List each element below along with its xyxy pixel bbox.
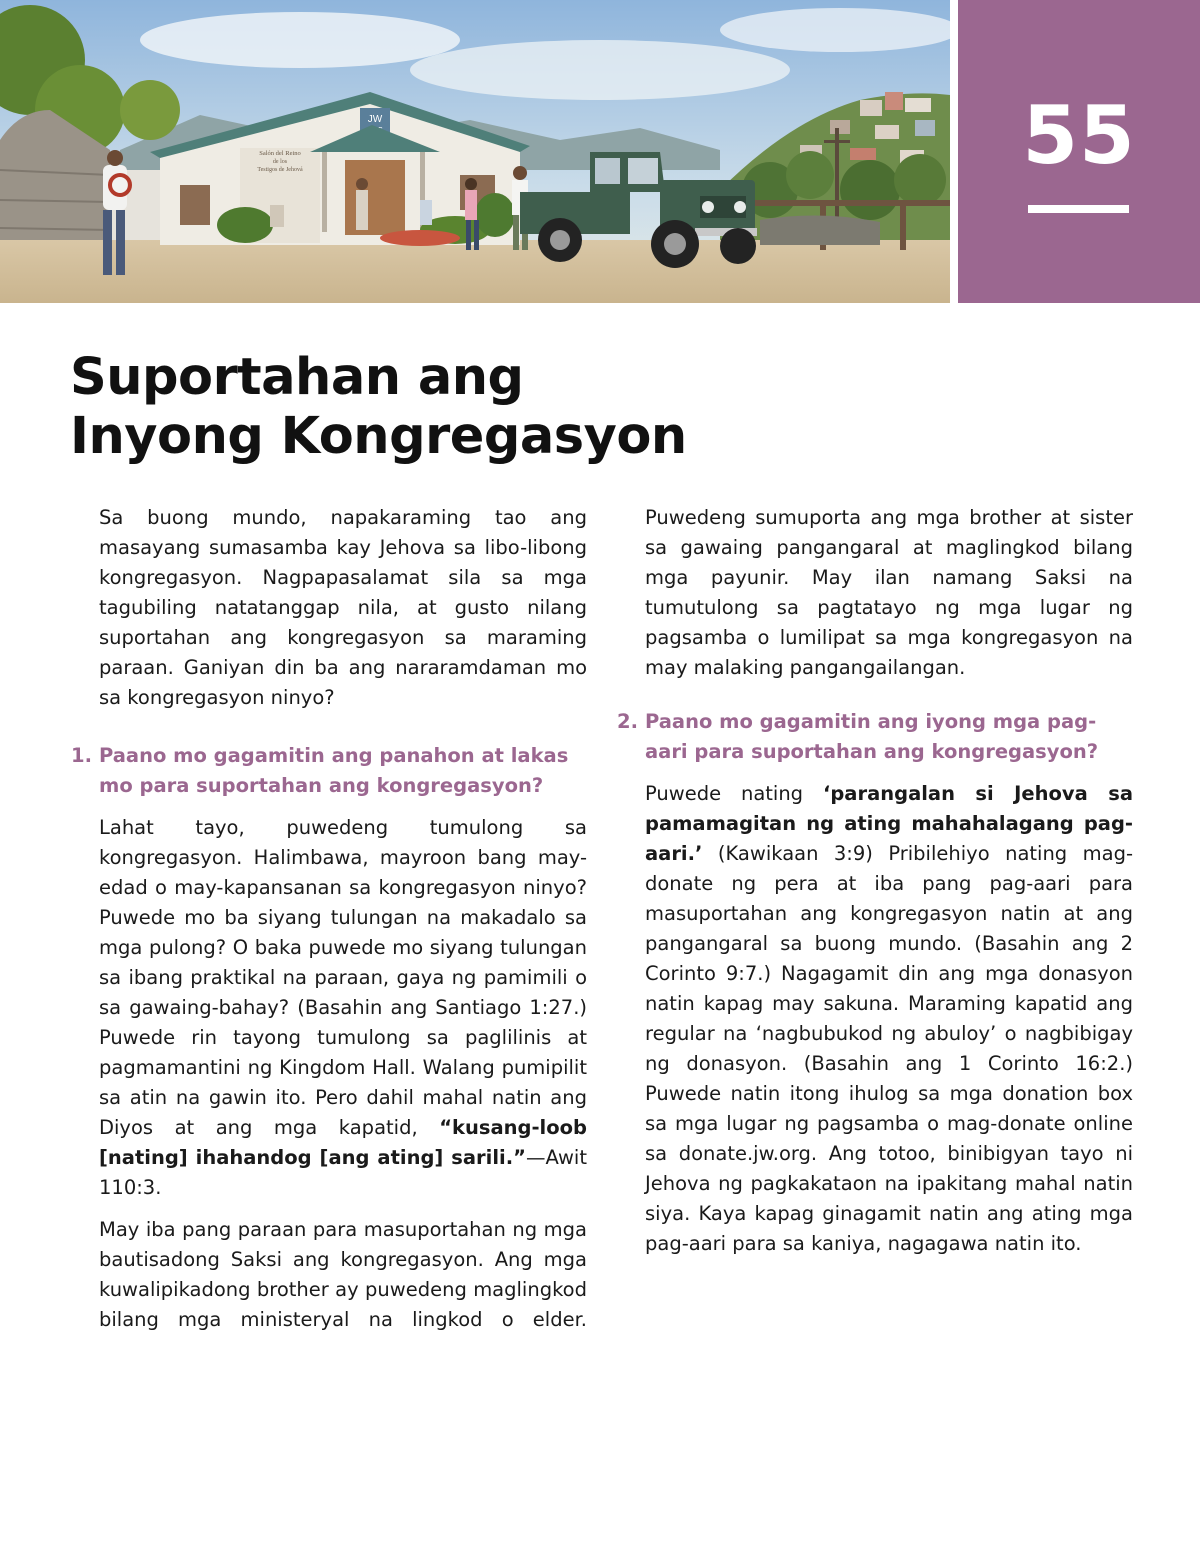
kingdom-hall-scene [0, 0, 950, 303]
section-2-question [617, 707, 1133, 767]
left-column [71, 503, 587, 1347]
page-title [70, 348, 690, 466]
section-1-paragraph-1 [99, 813, 587, 1203]
page-title-line1: Suportahan ang [70, 348, 524, 407]
section-1-question-text: Paano mo gagamitin ang panahon at lakas mo para suportahan ang kongregasyon? [99, 744, 569, 797]
svg-text:Salón del Reino: Salón del Reino [259, 150, 301, 157]
section-2-question-text: Paano mo gagamitin ang iyong mga pag-aari para suportahan ang kongregasyon? [645, 710, 1099, 763]
svg-text:JW: JW [367, 114, 383, 125]
hero-illustration [0, 0, 950, 303]
section-2-paragraph-text: (Kawikaan 3:9) Pribilehiyo nating mag-donate ng pera at iba pang pag-aari para masuportahan ang kongregasyon natin at ang pangangaral sa buong mundo. (Basahin ang 2 Corinto 9:7.) Nagagamit din ang mga donasyon natin kapag may sakuna. Maraming kapatid ang regular na ‘nagbubukod ng abuloy’ o nagbibigay ng donasyon. (Basahin ang 1 Corinto 16:2.) Puwede natin itong ihulog sa mga donation box sa mga lugar ng pagsamba o mag-donate online sa donate.jw.org. Ang totoo, binibigyan tayo ni Jehova ng pagkakataon na ipakitang mahal natin siya. Kaya kapag ginagamit natin ang ating mga pag-aari para sa kaniya, nagagawa natin ito. [645, 842, 1133, 1255]
section-1-scripture-quote: “kusang-loob [nating] ihahandog [ang ating] sarili.” [99, 1116, 587, 1169]
svg-text:Testigos de Jehová: Testigos de Jehová [257, 167, 303, 173]
section-2-scripture-quote: ‘parangalan si Jehova sa pamamagitan ng ating mahahalagang pag-aari.’ [645, 782, 1134, 865]
section-1-paragraph-1-text: Lahat tayo, puwedeng tumulong sa kongregasyon. Halimbawa, mayroon bang may-edad o may-kapansanan sa kongregasyon ninyo? Puwede mo ba siyang tulungan na makadalo sa mga pulong? O baka puwede mo siyang tulungan sa ibang praktikal na paraan, gaya ng pamimili o sa gawaing-bahay? (Basahin ang Santiago 1:27.) Puwede rin tayong tumulong sa paglilinis at pagmamantini ng Kingdom Hall. Walang pumipilit sa atin na gawin ito. Pero dahil mahal natin ang Diyos at ang mga kapatid, [99, 816, 587, 1139]
page-title-line2: Inyong Kongregasyon [70, 407, 687, 466]
section-1-scripture-reference: —Awit 110:3. [99, 1146, 587, 1199]
lesson-number-underline [1028, 205, 1129, 213]
section-1-number: 1. [71, 744, 92, 767]
section-2-paragraph-lead: Puwede nating [645, 782, 823, 805]
section-1-question [71, 741, 587, 801]
svg-text:de los: de los [272, 159, 288, 165]
intro-paragraph: Sa buong mundo, napakaraming tao ang masayang sumasamba kay Jehova sa libo-libong kongregasyon. Nagpapasalamat sila sa mga tagubiling natatanggap nila, at gusto nilang suportahan ang kongregasyon sa maraming paraan. Ganiyan din ba ang nararamdaman mo sa kongregasyon ninyo? [99, 506, 587, 709]
lesson-number-panel [958, 0, 1200, 303]
section-1-paragraph-2-continued: Puwedeng sumuporta ang mga brother at sister sa gawaing pangangaral at maglingkod bilang mga payunir. May ilan namang Saksi na tumutulong sa pagtatayo ng mga lugar ng pagsamba o lumilipat sa mga kongregasyon na may malaking pangangailangan. [645, 506, 1133, 679]
section-2-paragraph [645, 779, 1133, 1259]
section-2-number: 2. [617, 710, 638, 733]
section-1-paragraph-2: May iba pang paraan para masuportahan ng mga bautisadong Saksi ang kongregasyon. Ang mga kuwalipikadong brother ay puwedeng maglingkod bilang mga ministeryal na lingkod o elder. [99, 1218, 587, 1331]
lesson-number: 55 [1022, 89, 1136, 182]
right-column [617, 503, 1134, 1271]
